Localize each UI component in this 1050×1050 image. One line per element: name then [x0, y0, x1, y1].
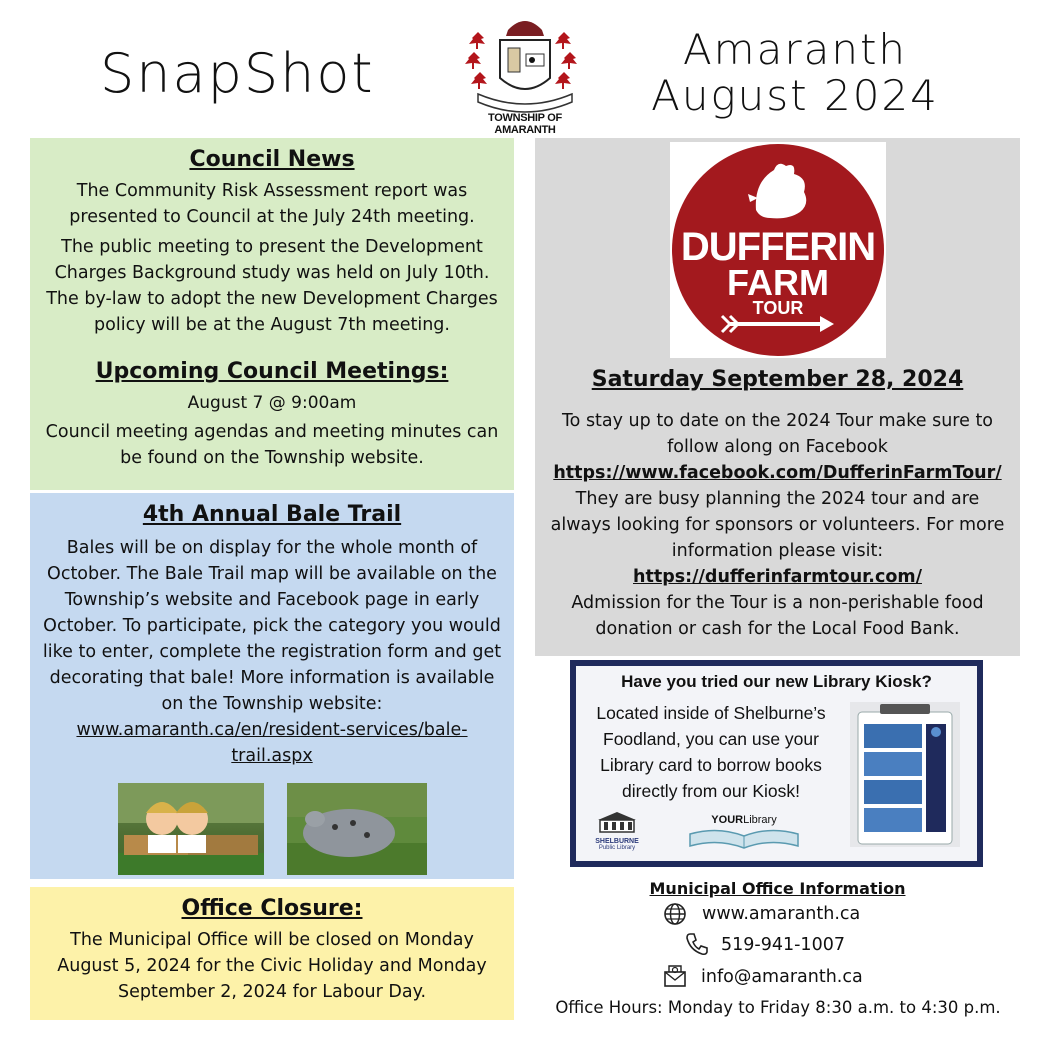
phone-icon: [684, 931, 710, 957]
office-website[interactable]: www.amaranth.ca: [702, 904, 861, 924]
office-hours: Office Hours: Monday to Friday 8:30 a.m. to 4:30 p.m.: [555, 998, 1001, 1017]
office-info-heading: Municipal Office Information: [649, 879, 906, 898]
your-library-bold: YOUR: [711, 814, 744, 826]
bale-trail-heading: 4th Annual Bale Trail: [142, 502, 402, 527]
office-phone-row: [684, 931, 884, 959]
farm-tour-paragraph-2: They are busy planning the 2024 tour and are always looking for sponsors or volunteers. For more information please visit:: [550, 489, 1005, 561]
farm-tour-date: Saturday September 28, 2024: [591, 367, 964, 392]
library-building-icon: [592, 810, 642, 834]
kiosk-body: Located inside of Shelburne’s Foodland, you can use your Library card to borrow books directly from our Kiosk!: [596, 703, 826, 801]
email-icon: [663, 964, 687, 988]
library-name: SHELBURNE: [595, 838, 639, 845]
newsletter-title: SnapShot: [100, 42, 375, 105]
bale-trail-link[interactable]: www.amaranth.ca/en/resident-services/bale-trail.aspx: [76, 720, 468, 766]
township-logo: [460, 8, 590, 136]
bale-trail-body: Bales will be on display for the whole month of October. The Bale Trail map will be available on the Township’s website and Facebook page in early October. To participate, pick the category you would like to enter, complete the registration form and get decorating that bale! More information is available on the Township website:: [42, 538, 502, 714]
farm-tour-logo-line3: TOUR: [752, 298, 804, 318]
farm-tour-facebook-link[interactable]: https://www.facebook.com/DufferinFarmTour/: [553, 463, 1002, 483]
farm-tour-logo-line1: DUFFERIN: [680, 225, 876, 269]
globe-icon: [663, 902, 687, 926]
meeting-date: August 7 @ 9:00am: [187, 393, 357, 413]
issue-date: August 2024: [651, 71, 939, 120]
meeting-note: Council meeting agendas and meeting minutes can be found on the Township website.: [45, 422, 499, 468]
library-subname: Public Library: [598, 845, 636, 851]
council-news-heading: Council News: [189, 147, 355, 172]
your-library-logo: [682, 814, 806, 854]
farm-tour-logo-line2: FARM: [727, 262, 829, 303]
kiosk-photo: [850, 702, 960, 847]
upcoming-meetings-heading: Upcoming Council Meetings:: [95, 359, 449, 384]
kiosk-heading: Have you tried our new Library Kiosk?: [621, 672, 932, 691]
office-closure-panel: [30, 887, 514, 1020]
council-news-panel: [30, 138, 514, 490]
open-book-icon: [682, 826, 806, 850]
bale-trail-panel: [30, 493, 514, 879]
office-closure-heading: Office Closure:: [181, 896, 363, 921]
library-kiosk-ad: [570, 660, 983, 867]
shelburne-library-logo: [592, 810, 642, 855]
office-closure-body: The Municipal Office will be closed on Monday August 5, 2024 for the Civic Holiday and Monday September 2, 2024 for Labour Day.: [57, 930, 487, 1002]
office-phone[interactable]: 519-941-1007: [721, 935, 845, 955]
farm-tour-site-link[interactable]: https://dufferinfarmtour.com/: [633, 567, 922, 587]
logo-caption: TOWNSHIP OF AMARANTH: [488, 112, 562, 136]
farm-tour-paragraph-3: Admission for the Tour is a non-perishable food donation or cash for the Local Food Bank.: [571, 593, 984, 639]
farm-tour-panel: [535, 138, 1020, 656]
office-website-row: [663, 900, 923, 928]
office-email-row: [663, 963, 903, 991]
bale-photo-faces: [118, 783, 264, 875]
farm-tour-paragraph-1: To stay up to date on the 2024 Tour make sure to follow along on Facebook: [561, 411, 994, 457]
your-library-rest: Library: [743, 814, 777, 826]
bale-photo-animal: [287, 783, 427, 875]
council-news-paragraph-1: The Community Risk Assessment report was presented to Council at the July 24th meeting.: [69, 181, 475, 227]
issue-location: Amaranth: [682, 25, 908, 74]
farm-tour-logo: [670, 142, 886, 358]
office-email[interactable]: info@amaranth.ca: [701, 967, 863, 987]
council-news-paragraph-2: The public meeting to present the Development Charges Background study was held on July 10th. The by-law to adopt the new Development Charges policy will be at the August 7th meeting.: [46, 237, 498, 335]
